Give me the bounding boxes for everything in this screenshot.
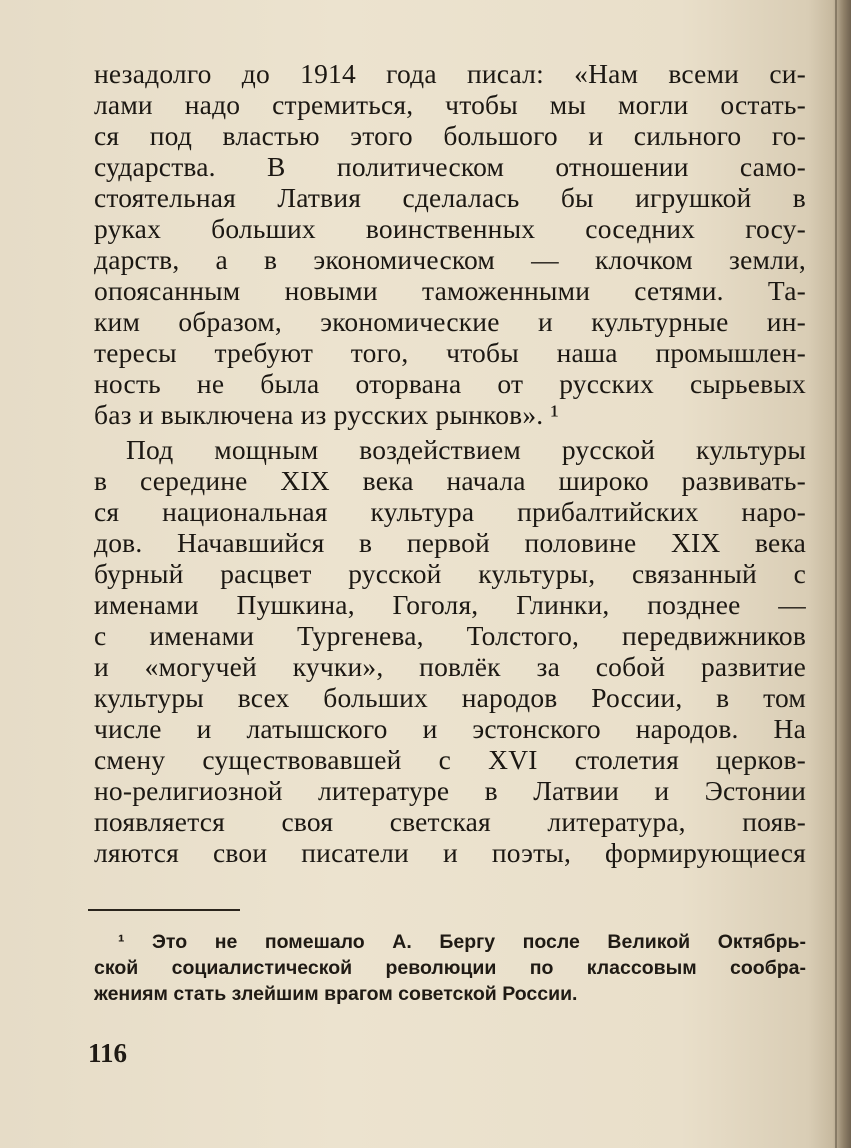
body-line: ким образом, экономические и культурные ин- [94, 306, 806, 337]
body-line: опоясанным новыми таможенными сетями. Та- [94, 275, 806, 306]
body-line: с именами Тургенева, Толстого, передвижников [94, 620, 806, 651]
page-number: 116 [88, 1038, 128, 1068]
footnote-line: ¹ Это не помешало А. Бергу после Великой Октябрь- [118, 931, 806, 953]
body-line: незадолго до 1914 года писал: «Нам всеми си- [94, 58, 806, 89]
body-line: ся под властью этого большого и сильного го- [94, 120, 806, 151]
body-line: появляется своя светская литература, появ- [94, 806, 806, 837]
body-line: ность не была оторвана от русских сырьевых [94, 368, 806, 399]
page-edge-line [835, 0, 837, 1148]
footnote-divider [88, 909, 240, 911]
body-line: смену существовавшей с XVI столетия церков- [94, 744, 806, 775]
body-line: стоятельная Латвия сделалась бы игрушкой в [94, 182, 806, 213]
body-line: руках больших воинственных соседних госу- [94, 213, 806, 244]
body-line: лами надо стремиться, чтобы мы могли остать- [94, 89, 806, 120]
body-line: Под мощным воздействием русской культуры [126, 434, 806, 465]
body-text [94, 58, 806, 868]
body-line: сударства. В политическом отношении само- [94, 151, 806, 182]
footnote-line: жениям стать злейшим врагом советской России. [94, 983, 578, 1005]
body-line: ляются свои писатели и поэты, формирующиеся [94, 837, 806, 868]
body-line: но-религиозной литературе в Латвии и Эстонии [94, 775, 806, 806]
footnote-line: ской социалистической революции по классовым сообра- [94, 957, 806, 979]
body-line: дарств, а в экономическом — клочком земли, [94, 244, 806, 275]
body-line: культуры всех больших народов России, в том [94, 682, 806, 713]
body-line: баз и выключена из русских рынков». ¹ [94, 399, 559, 430]
body-line: бурный расцвет русской культуры, связанный с [94, 558, 806, 589]
body-line: и «могучей кучки», повлёк за собой развитие [94, 651, 806, 682]
body-line: в середине XIX века начала широко развивать- [94, 465, 806, 496]
footnote [94, 929, 806, 1007]
body-line: именами Пушкина, Гоголя, Глинки, позднее — [94, 589, 806, 620]
body-line: числе и латышского и эстонского народов. На [94, 713, 806, 744]
body-line: ся национальная культура прибалтийских наро- [94, 496, 806, 527]
body-line: тересы требуют того, чтобы наша промышлен- [94, 337, 806, 368]
body-line: дов. Начавшийся в первой половине XIX века [94, 527, 806, 558]
